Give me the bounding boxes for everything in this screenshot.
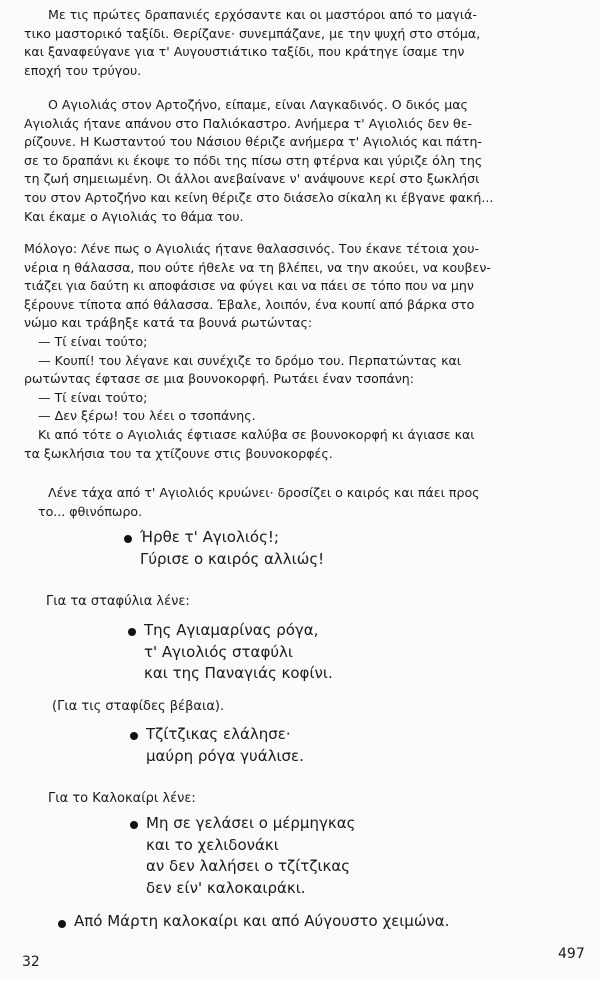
text-line: εποχή του τρύγου. xyxy=(24,62,142,78)
text-line: το... φθινόπωρο. xyxy=(38,503,143,519)
bullet-icon xyxy=(130,821,138,829)
text-line: τα ξωκλήσια του τα χτίζουνε στις βουνοκορφές. xyxy=(24,445,333,461)
text-line: ρίζουνε. Η Κωσταντού του Νάσιου θέριζε ανήμερα τ' Αγιολιός και πάτη- xyxy=(24,134,482,150)
text-line: Ο Αγιολιάς στον Αρτοζήνο, είπαμε, είναι Λαγκαδινός. Ο δικός μας xyxy=(48,97,468,112)
bullet-icon xyxy=(58,920,66,928)
text-line: Μόλογο: Λένε πως ο Αγιολιάς ήτανε θαλασσινός. Του έκανε τέτοια χου- xyxy=(24,241,480,256)
text-line: Με τις πρώτες δραπανιές ερχόσαντε και οι μαστόροι από το μαγιά- xyxy=(48,7,477,22)
text-line: — Τί είναι τούτο; xyxy=(38,333,148,349)
text-line: — Δεν ξέρω! του λέει ο τσοπάνης. xyxy=(38,408,256,424)
page-number-left: 32 xyxy=(22,954,40,970)
text-line: Κι από τότε ο Αγιολιάς έφτιασε καλύβα σε βουνοκορφή κι άγιασε και xyxy=(38,426,475,442)
text-line: του στον Αρτοζήνο και κείνη θέριζε στο διάσελο σίκαλη κι έβγανε φακή... xyxy=(24,189,494,205)
text-line: Και έκαμε ο Αγιολιάς το θάμα του. xyxy=(24,208,244,224)
text-line: τη ζωή σημειωμένη. Οι άλλοι ανεβαίνανε ν' ανάψουνε κερί στο ξωκλήσι xyxy=(24,171,480,187)
saying-3 xyxy=(146,724,304,767)
text-line: νώμο και τράβηξε κατά τα βουνά ρωτώντας: xyxy=(24,315,313,331)
bullet-icon xyxy=(128,628,136,636)
text-line: — Τί είναι τούτο; xyxy=(38,389,148,405)
verse-line: Ήρθε τ' Αγιολιός!; xyxy=(140,528,279,546)
verse-line: Από Μάρτη καλοκαίρι και από Αύγουστο χειμώνα. xyxy=(74,912,450,930)
paragraph-1 xyxy=(24,6,584,80)
verse-line: μαύρη ρόγα γυάλισε. xyxy=(146,746,304,765)
saying-intro: Για τα σταφύλια λένε: xyxy=(46,594,190,609)
paragraph-3 xyxy=(24,240,584,463)
text-line: τιάζει για δαύτη κι αποφάσισε να φύγει και να πάει σε τόπο που να μην xyxy=(24,278,474,294)
text-line: Λένε τάχα από τ' Αγιολιός κρυώνει· δροσίζει ο καιρός και πάει προς xyxy=(48,485,480,500)
text-line: Αγιολιάς ήτανε απάνου στο Παλιόκαστρο. Ανήμερα τ' Αγιολιός δεν θε- xyxy=(24,115,473,131)
text-line: και ξαναφεύγανε για τ' Αυγουστιάτικο ταξίδι, που κράτηγε ίσαμε την xyxy=(24,44,465,60)
paragraph-4 xyxy=(24,484,584,521)
text-line: τικο μαστορικό ταξίδι. Θερίζανε· συνεμπάζανε, με την ψυχή στο στόμα, xyxy=(24,25,481,41)
text-line: νέρια η θάλασσα, που ούτε ήθελε να τη βλέπει, να την ακούει, να κουβεν- xyxy=(24,259,491,275)
verse-line: τ' Αγιολιός σταφύλι xyxy=(144,642,293,661)
saying-1 xyxy=(140,527,324,570)
bullet-icon xyxy=(124,535,132,543)
page-number-right: 497 xyxy=(558,946,585,962)
paragraph-2 xyxy=(24,96,584,226)
bullet-icon xyxy=(130,732,138,740)
saying-intro: Για το Καλοκαίρι λένε: xyxy=(48,791,196,806)
text-line: σε το δραπάνι κι έκοψε το πόδι της πίσω στη φτέρνα και γύριζε όλη της xyxy=(24,152,483,168)
verse-line: δεν είν' καλοκαιράκι. xyxy=(146,878,306,897)
verse-line: αν δεν λαλήσει ο τζίτζικας xyxy=(146,857,351,875)
verse-line: Της Αγιαμαρίνας ρόγα, xyxy=(144,621,319,639)
text-line: ρωτώντας έφτασε σε μια βουνοκορφή. Ρωτάει έναν τσοπάνη: xyxy=(24,371,415,387)
text-line: ξέρουνε τίποτα από θάλασσα. Έβαλε, λοιπόν, ένα κουπί από βάρκα στο xyxy=(24,296,475,312)
verse-line: Μη σε γελάσει ο μέρμηγκας xyxy=(146,814,356,832)
saying-5 xyxy=(74,911,449,933)
saying-4 xyxy=(146,813,355,899)
verse-line: Τζίτζικας ελάλησε· xyxy=(146,725,291,743)
verse-line: και το χελιδονάκι xyxy=(146,835,279,854)
verse-line: και της Παναγιάς κοφίνι. xyxy=(144,664,333,682)
verse-line: Γύρισε ο καιρός αλλιώς! xyxy=(140,549,325,568)
saying-intro: (Για τις σταφίδες βέβαια). xyxy=(52,699,225,714)
saying-2 xyxy=(144,620,333,685)
text-line: — Κουπί! του λέγανε και συνέχιζε το δρόμο του. Περπατώντας και xyxy=(38,352,462,368)
